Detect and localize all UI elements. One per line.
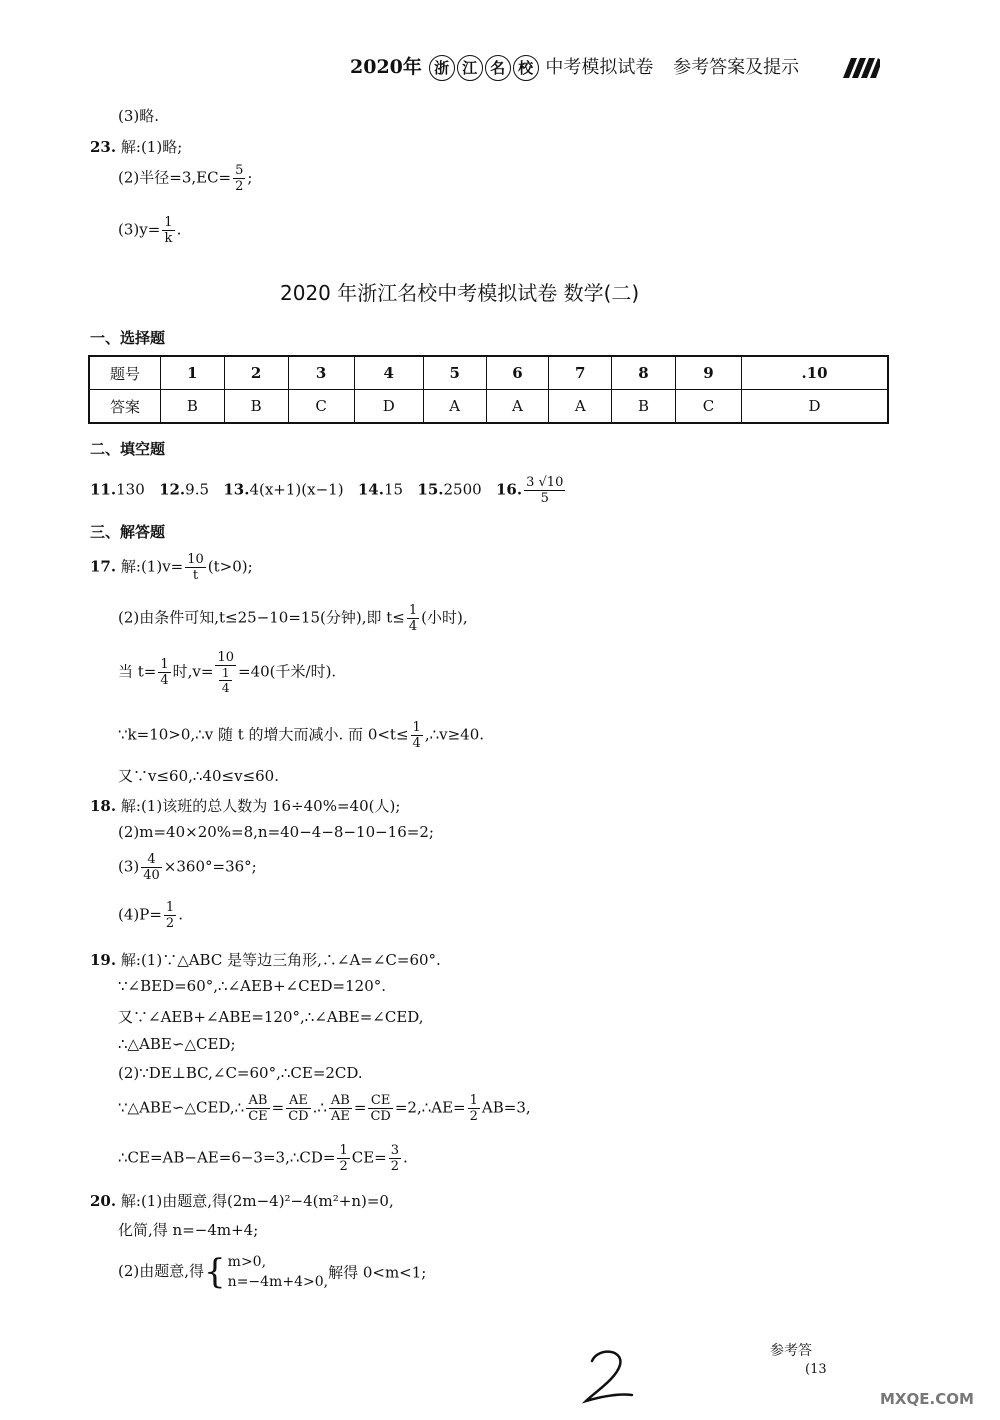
denominator: 5 — [540, 491, 549, 506]
table-cell: 1 — [161, 356, 225, 390]
q19-l7-frac-2 — [389, 1143, 401, 1174]
q18-l3-fraction — [141, 852, 162, 883]
q19-l7-frac-1 — [337, 1143, 349, 1174]
q17-l3-complex-fraction — [215, 650, 236, 695]
numerator: CE — [368, 1093, 392, 1109]
table-row-answers — [89, 390, 888, 424]
q17-line-3 — [118, 650, 336, 695]
table-cell: 4 — [354, 356, 423, 390]
q23-c-post: . — [176, 220, 182, 239]
q11-number: 11. — [90, 480, 117, 499]
numerator: 1 — [164, 215, 173, 230]
q23-line-1 — [90, 136, 182, 157]
numerator: 10 — [217, 650, 235, 665]
exam-title: 2020 年浙江名校中考模拟试卷 数学(二) — [280, 281, 640, 305]
numerator: 1 — [469, 1093, 478, 1108]
table-cell: 6 — [486, 356, 549, 390]
q17-l3-mid: 时,v= — [172, 662, 214, 681]
header-section: 参考答案及提示 — [673, 57, 800, 78]
denominator: 4 — [412, 736, 421, 751]
table-cell: 5 — [423, 356, 486, 390]
row-label-answer: 答案 — [89, 390, 161, 424]
handwritten-mark — [580, 1345, 640, 1405]
q18-l3-post: ×360°=36°; — [163, 857, 257, 876]
answer-table — [88, 355, 889, 424]
q19-line-2: ∵∠BED=60°,∴∠AEB+∠CED=120°. — [118, 977, 387, 995]
denominator: t — [192, 568, 199, 583]
table-cell: D — [742, 390, 888, 424]
q19-line-7 — [118, 1143, 408, 1174]
table-cell: B — [612, 390, 676, 424]
header-rest: 中考模拟试卷 — [545, 57, 654, 78]
q18-line-3 — [118, 852, 257, 883]
q16-number: 16. — [496, 480, 523, 499]
q18-line-1 — [90, 795, 400, 816]
q23-b-post: ; — [247, 168, 253, 187]
q19-line-3: 又∵∠AEB+∠ABE=120°,∴∠ABE=∠CED, — [118, 1008, 424, 1026]
q18-l4-text: (4)P= — [118, 905, 162, 924]
table-cell: B — [161, 390, 225, 424]
q18-l4-post: . — [178, 905, 183, 924]
q20-l1-text: 解:(1)由题意,得(2m−4)²−4(m²+n)=0, — [120, 1192, 394, 1210]
denominator: k — [164, 231, 173, 246]
denominator: 2 — [469, 1109, 478, 1124]
q17-l2-text: (2)由条件可知,t≤25−10=15(分钟),即 t≤ — [118, 608, 405, 627]
q20-system-line-2: n=−4m+4>0, — [227, 1274, 329, 1290]
row-label-number: 题号 — [89, 356, 161, 390]
section-choice: 一、选择题 — [90, 329, 166, 347]
q17-l2-post: (小时), — [421, 608, 468, 627]
q17-line-1 — [90, 552, 253, 583]
q17-line-5: 又∵v≤60,∴40≤v≤60. — [118, 767, 279, 785]
q14-answer: 15 — [383, 480, 404, 499]
table-cell: 8 — [612, 356, 676, 390]
q18-l4-fraction — [164, 900, 176, 931]
q19-line-5: (2)∵DE⊥BC,∠C=60°,∴CE=2CD. — [118, 1064, 363, 1082]
q23-part-1: 解:(1)略; — [120, 138, 183, 156]
table-cell: C — [288, 390, 354, 424]
table-row-numbers — [89, 356, 888, 390]
table-cell: A — [486, 390, 549, 424]
q19-l6-a: ∵△ABE∽△CED,∴ — [118, 1098, 245, 1117]
q17-line-4 — [118, 720, 484, 751]
q20-system — [228, 1252, 328, 1292]
q17-l3-post: =40(千米/时). — [238, 662, 337, 681]
q16-fraction — [524, 475, 565, 506]
q19-l7-a: ∴CE=AB−AE=6−3=3,∴CD= — [118, 1148, 336, 1167]
denominator: 2 — [235, 179, 244, 194]
q18-line-4 — [118, 900, 183, 931]
denominator: 2 — [165, 916, 175, 931]
q20-number: 20. — [90, 1192, 117, 1210]
q17-l4-text: ∵k=10>0,∴v 随 t 的增大而减小. 而 0<t≤ — [118, 725, 409, 744]
numerator: 5 — [235, 163, 244, 178]
q15-number: 15. — [417, 480, 444, 499]
numerator: AE — [286, 1093, 310, 1109]
q11-answer: 130 — [116, 480, 145, 499]
q20-l3-text: (2)由题意,得 — [118, 1262, 205, 1280]
numerator: 1 — [160, 657, 169, 672]
table-cell: C — [675, 390, 741, 424]
q12-answer: 9.5 — [185, 480, 210, 499]
header-stripes-icon — [835, 58, 880, 78]
q19-frac-5 — [468, 1093, 480, 1124]
q23-c-fraction — [162, 215, 174, 246]
denominator: CE — [248, 1109, 268, 1124]
brace-icon: { — [204, 1252, 226, 1292]
prev-line-1: (3)略. — [118, 107, 160, 125]
q23-line-3 — [118, 215, 181, 246]
table-cell: 7 — [549, 356, 612, 390]
section-fill: 二、填空题 — [90, 440, 166, 458]
numerator: AB — [330, 1093, 350, 1108]
table-cell: A — [423, 390, 486, 424]
q17-l3-inner-fraction — [217, 666, 234, 695]
q17-l4-fraction — [411, 720, 423, 751]
q19-line-6 — [118, 1093, 531, 1124]
q19-frac-2 — [286, 1093, 310, 1124]
q23-c-text: (3)y= — [118, 220, 161, 239]
q19-line-4: ∴△ABE∽△CED; — [118, 1035, 236, 1053]
header-char-1: 浙 — [429, 55, 455, 81]
q17-l3-fraction — [158, 657, 170, 688]
q23-b-text: (2)半径=3,EC= — [118, 168, 232, 187]
footer-page: (13 — [805, 1362, 827, 1377]
numerator: AB — [246, 1093, 269, 1109]
header-year: 2020年 — [350, 56, 422, 78]
q19-l6-d: AB=3, — [481, 1098, 531, 1117]
q19-frac-1 — [246, 1093, 269, 1124]
numerator: 1 — [412, 720, 421, 735]
q15-answer: 2500 — [443, 480, 482, 499]
numerator: 1 — [165, 900, 175, 915]
q14-number: 14. — [357, 480, 384, 499]
page-header — [350, 52, 799, 81]
q19-frac-3 — [329, 1093, 352, 1124]
q17-l1-text: 解:(1)v= — [120, 557, 184, 576]
q20-line-3 — [118, 1252, 426, 1292]
q20-system-line-1: m>0, — [227, 1254, 267, 1270]
section-solve: 三、解答题 — [90, 523, 166, 541]
denominator: 4 — [408, 619, 418, 634]
q17-l3-text: 当 t= — [118, 662, 157, 681]
q23-b-fraction — [233, 163, 245, 194]
q17-line-2 — [118, 603, 468, 634]
table-cell: D — [354, 390, 423, 424]
numerator: 3 — [390, 1143, 400, 1158]
fill-answers — [90, 475, 567, 506]
denominator: 4 — [221, 681, 230, 695]
denominator: 40 — [143, 868, 160, 883]
header-char-3: 名 — [485, 55, 511, 81]
q17-l1-post: (t>0); — [207, 557, 253, 576]
table-cell: .10 — [742, 356, 888, 390]
q17-number: 17. — [90, 557, 117, 576]
q19-eq: = — [271, 1098, 285, 1117]
denominator: AE — [330, 1109, 350, 1124]
q23-line-2 — [118, 163, 252, 194]
q19-number: 19. — [90, 951, 117, 969]
numerator: 4 — [141, 852, 162, 868]
table-cell: 3 — [288, 356, 354, 390]
q20-l3-post: 解得 0<m<1; — [328, 1263, 427, 1282]
q19-line-1 — [90, 949, 441, 970]
numerator: 1 — [408, 603, 418, 618]
q23-number: 23. — [90, 138, 117, 156]
q18-l1-text: 解:(1)该班的总人数为 16÷40%=40(人); — [120, 797, 401, 815]
q19-eq-2: = — [353, 1098, 367, 1117]
numerator: 1 — [219, 666, 232, 681]
q12-number: 12. — [159, 480, 186, 499]
header-char-2: 江 — [457, 55, 483, 81]
q18-number: 18. — [90, 797, 117, 815]
denominator: CD — [288, 1109, 309, 1124]
q19-l1-text: 解:(1)∵△ABC 是等边三角形,∴∠A=∠C=60°. — [120, 951, 441, 969]
table-cell: A — [549, 390, 612, 424]
table-cell: B — [224, 390, 288, 424]
q20-line-2: 化简,得 n=−4m+4; — [118, 1221, 259, 1239]
numerator: 1 — [339, 1143, 348, 1158]
denominator: 2 — [390, 1159, 400, 1174]
q18-l3-text: (3) — [118, 857, 140, 876]
q19-l7-b: CE= — [351, 1148, 387, 1167]
q20-line-1 — [90, 1190, 394, 1211]
numerator: 3 √10 — [526, 475, 564, 490]
q17-l1-fraction — [185, 552, 206, 583]
q19-l6-c: =2,∴AE= — [394, 1098, 466, 1117]
q13-answer: 4(x+1)(x−1) — [249, 480, 344, 499]
q18-line-2: (2)m=40×20%=8,n=40−4−8−10−16=2; — [118, 823, 434, 841]
numerator: 10 — [187, 552, 204, 567]
q17-l4-post: ,∴v≥40. — [424, 725, 485, 744]
watermark: MXQE.COM — [880, 1390, 974, 1408]
table-cell: 9 — [675, 356, 741, 390]
q13-number: 13. — [223, 480, 250, 499]
q19-l6-b: .∴ — [312, 1098, 327, 1117]
denominator: 4 — [160, 673, 169, 688]
header-char-4: 校 — [513, 55, 539, 81]
denominator: 2 — [339, 1159, 348, 1174]
q17-l2-fraction — [407, 603, 419, 634]
table-cell: 2 — [224, 356, 288, 390]
q19-l7-c: . — [403, 1148, 408, 1167]
q19-frac-4 — [368, 1093, 392, 1124]
footer-label: 参考答 — [770, 1343, 812, 1359]
denominator: CD — [370, 1109, 391, 1124]
